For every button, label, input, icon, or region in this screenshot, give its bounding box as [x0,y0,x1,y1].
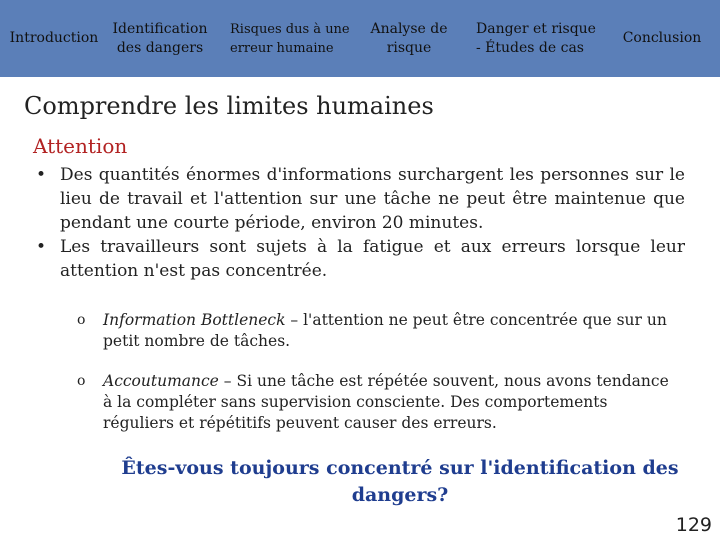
sub-bullet-text: – l'attention ne peut être concentrée que sur un petit nombre de tâches. [103,311,667,350]
term-accoutumance: Accoutumance [103,372,219,390]
tab-label: Risques dus à une [230,21,350,37]
tab-introduction[interactable] [0,0,108,77]
bullet-marker: • [35,165,47,185]
list-item [75,371,675,434]
list-item [30,163,685,235]
sub-bullet-marker: o [77,312,86,328]
list-item [30,235,685,283]
section-subtitle: Attention [33,134,128,158]
tab-label: Conclusion [622,30,702,46]
page-number: 129 [675,514,712,536]
tab-label: risque [386,39,432,56]
closing-question: Êtes-vous toujours concentré sur l'identification des dangers? [121,457,679,506]
tab-label: Danger et risque [476,20,596,37]
sub-bullet-text: – Si une tâche est répétée souvent, nous avons tendance à la compléter sans supervision consciente. Des comportements réguliers et répétitifs peuvent causer des erreurs. [103,372,669,432]
tab-conclusion[interactable] [612,0,712,77]
bullet-text: Les travailleurs sont sujets à la fatigue et aux erreurs lorsque leur attention n'est pas concentrée. [60,237,685,281]
navigation-bar [0,0,720,77]
tab-label: - Études de cas [476,39,584,56]
tab-label: erreur humaine [230,40,334,56]
bullet-text: Des quantités énormes d'informations surchargent les personnes sur le lieu de travail et l'attention sur une tâche ne peut être maintenue que pendant une courte période, environ 20 minutes. [60,165,685,233]
term-information-bottleneck: Information Bottleneck [103,311,286,329]
tab-danger-et-risque-cas[interactable] [470,0,604,77]
tab-risques-erreur-humaine[interactable] [222,0,356,77]
tab-label: Identification [112,20,208,37]
page-title: Comprendre les limites humaines [24,92,434,120]
main-bullet-list [30,163,685,283]
tab-label: Analyse de [370,20,448,37]
tab-label: des dangers [116,39,204,56]
tab-analyse-de-risque[interactable] [356,0,462,77]
bullet-marker: • [35,237,47,257]
sub-bullet-list-1 [75,310,675,352]
sub-bullet-list-2 [75,371,675,434]
tab-identification-des-dangers[interactable] [108,0,212,77]
sub-bullet-marker: o [77,373,86,389]
list-item [75,310,675,352]
tab-label: Introduction [9,30,99,46]
